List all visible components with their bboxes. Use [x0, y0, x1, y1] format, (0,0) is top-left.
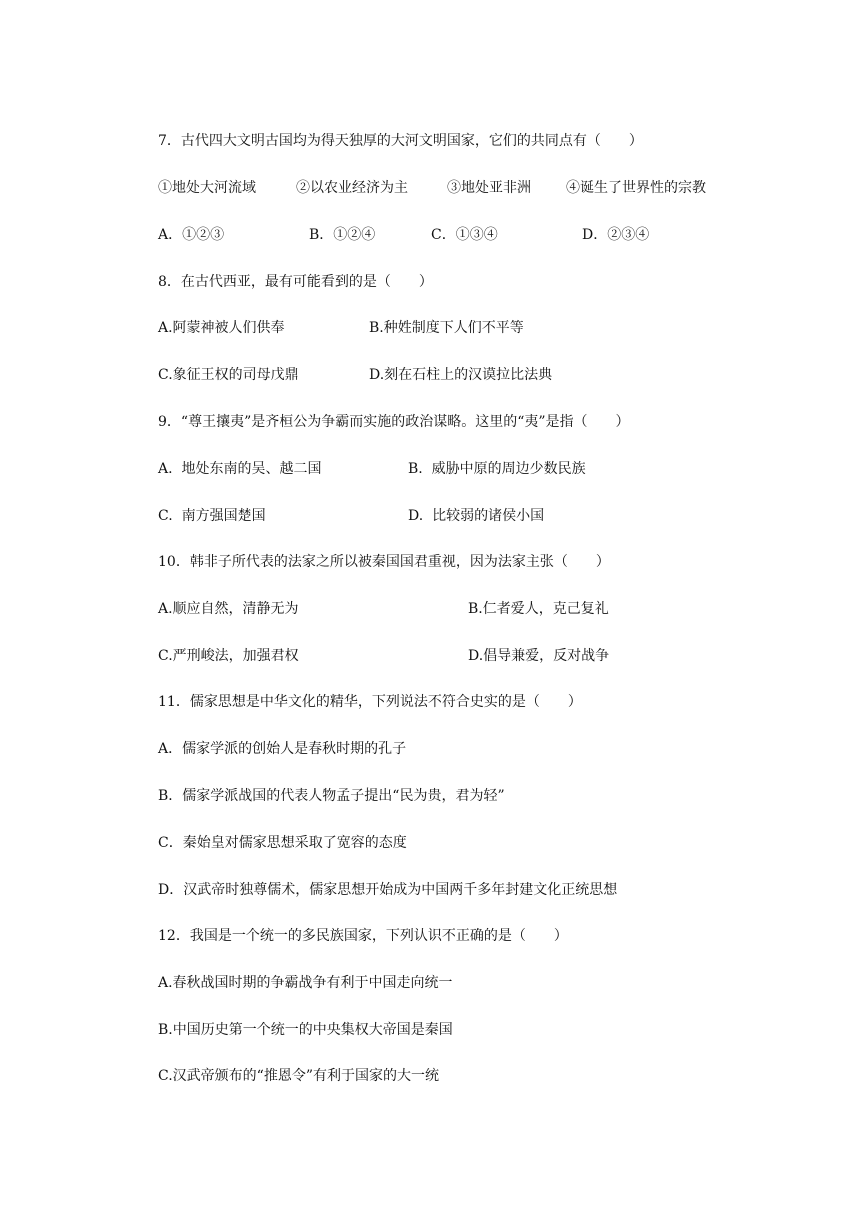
- question-12-stem: 12．我国是一个统一的多民族国家，下列认识不正确的是（ ）: [158, 928, 568, 944]
- question-10-stem: 10．韩非子所代表的法家之所以被秦国国君重视，因为法家主张（ ）: [158, 554, 610, 570]
- question-12-option-a: A.春秋战国时期的争霸战争有利于中国走向统一: [158, 975, 453, 991]
- question-7-option-d: D．②③④: [582, 227, 650, 243]
- question-10-option-a: A.顺应自然，清静无为: [158, 601, 299, 617]
- question-8-stem: 8．在古代西亚，最有可能看到的是（ ）: [158, 274, 433, 290]
- question-8-option-c: C.象征王权的司母戊鼎: [158, 367, 299, 383]
- question-7-item-2: ②以农业经济为主: [296, 180, 408, 196]
- question-9-option-b: B. 威胁中原的周边少数民族: [408, 461, 586, 477]
- question-10-option-c: C.严刑峻法，加强君权: [158, 648, 299, 664]
- question-9-option-c: C. 南方强国楚国: [158, 508, 266, 524]
- question-7-option-a: A．①②③: [158, 227, 225, 243]
- question-9-stem: 9．“尊王攘夷”是齐桓公为争霸而实施的政治谋略。这里的“夷”是指（ ）: [158, 414, 630, 430]
- question-7-stem: 7．古代四大文明古国均为得天独厚的大河文明国家，它们的共同点有（ ）: [158, 133, 643, 149]
- question-8-option-a: A.阿蒙神被人们供奉: [158, 320, 285, 336]
- question-7-item-4: ④诞生了世界性的宗教: [566, 180, 706, 196]
- question-8-option-b: B.种姓制度下人们不平等: [369, 320, 524, 336]
- question-11-option-a: A．儒家学派的创始人是春秋时期的孔子: [158, 741, 407, 757]
- question-7-item-3: ③地处亚非洲: [447, 180, 531, 196]
- question-8-option-d: D.刻在石柱上的汉谟拉比法典: [369, 367, 553, 383]
- question-9-option-a: A. 地处东南的吴、越二国: [158, 461, 322, 477]
- question-11-option-c: C．秦始皇对儒家思想采取了宽容的态度: [158, 835, 407, 851]
- question-9-option-d: D. 比较弱的诸侯小国: [408, 508, 545, 524]
- question-7-option-b: B．①②④: [309, 227, 376, 243]
- question-10-option-b: B.仁者爱人，克己复礼: [468, 601, 609, 617]
- question-10-option-d: D.倡导兼爱，反对战争: [468, 648, 610, 664]
- question-12-option-b: B.中国历史第一个统一的中央集权大帝国是秦国: [158, 1022, 453, 1038]
- question-12-option-c: C.汉武帝颁布的“推恩令”有利于国家的大一统: [158, 1068, 439, 1084]
- question-11-option-b: B．儒家学派战国的代表人物孟子提出“民为贵，君为轻”: [158, 788, 505, 804]
- question-11-stem: 11．儒家思想是中华文化的精华，下列说法不符合史实的是（ ）: [158, 694, 582, 710]
- question-7-item-1: ①地处大河流域: [158, 180, 256, 196]
- question-11-option-d: D．汉武帝时独尊儒术，儒家思想开始成为中国两千多年封建文化正统思想: [158, 882, 618, 898]
- question-7-option-c: C．①③④: [431, 227, 498, 243]
